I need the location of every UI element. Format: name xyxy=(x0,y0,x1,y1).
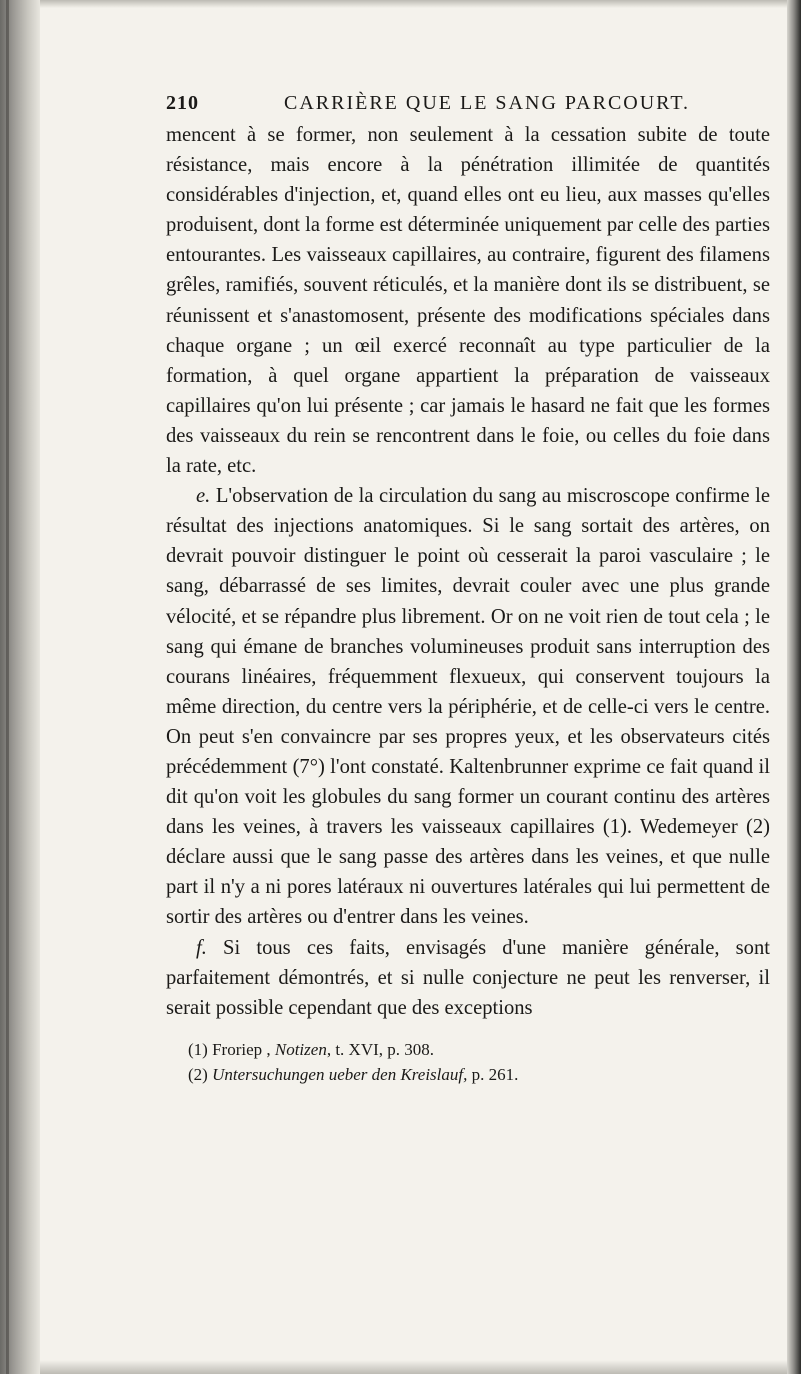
footnote-1-author: Froriep , xyxy=(212,1039,271,1059)
footnote-2-rest: p. 261. xyxy=(467,1064,519,1084)
footnote-2-title: Untersuchungen ueber den Kreislauf, xyxy=(212,1064,468,1084)
paragraph-e xyxy=(166,481,770,932)
footnote-2 xyxy=(166,1062,770,1087)
running-title: CARRIÈRE QUE LE SANG PARCOURT. xyxy=(284,92,691,114)
footnote-1 xyxy=(166,1037,770,1062)
paragraph-marker-f: f. xyxy=(196,936,207,959)
paragraph-f-text: Si tous ces faits, envisagés d'une manière générale, sont parfaitement démontrés, et si nulle conjecture ne peut les renverser, il serait possible cependant que des exceptions xyxy=(166,936,770,1019)
paragraph-e-text: L'observation de la circulation du sang au miscroscope confirme le résultat des injections anatomiques. Si le sang sortait des artères, on devrait pouvoir distinguer le point où cesserait la paroi vasculaire ; le sang, débarrassé de ses limites, devrait couler avec une plus grande vélocité, et se répandre plus librement. Or on ne voit rien de tout cela ; le sang qui émane de branches volumineuses produit sans interruption des courans linéaires, fréquemment flexueux, qui conservent toujours la même direction, du centre vers la périphérie, et de celle-ci vers le centre. On peut s'en convaincre par ses propres yeux, et les observateurs cités précédemment (7°) l'ont constaté. Kaltenbrunner exprime ce fait quand il dit qu'on voit les globules du sang former un courant continu des artères dans les veines, à travers les vaisseaux capillaires (1). Wedemeyer (2) déclare aussi que le sang passe des artères dans les veines, et que nulle part il n'y a ni pores latéraux ni ouvertures latérales qui lui permettent de sortir des artères ou d'entrer dans les veines. xyxy=(166,485,770,929)
footnotes xyxy=(166,1037,770,1087)
page-top-edge xyxy=(40,0,787,8)
body-text xyxy=(166,120,770,1023)
footnote-2-number: (2) xyxy=(188,1064,208,1084)
footnote-1-number: (1) xyxy=(188,1039,208,1059)
book-binding-shadow xyxy=(0,0,40,1374)
page-number: 210 xyxy=(166,92,199,114)
paragraph-marker-e: e. xyxy=(196,485,211,508)
paragraph-continuation: mencent à se former, non seulement à la cessation subite de toute résistance, mais encore à la pénétration illimitée de quantités considérables d'injection, et, quand elles ont eu lieu, aux masses qu'elles produisent, dont la forme est déterminée uniquement par celle des parties entourantes. Les vaisseaux capillaires, au contraire, figurent des filamens grêles, ramifiés, souvent réticulés, et la manière dont ils se distribuent, se réunissent et s'anastomosent, présente des modifications spéciales dans chaque organe ; un œil exercé reconnaît au type particulier de la formation, à quel organe appartient la préparation de vaisseaux capillaires qu'on lui présente ; car jamais le hasard ne fait que les formes des vaisseaux du rein se rencontrent dans le foie, ou celles du foie dans la rate, etc. xyxy=(166,124,770,478)
footnote-1-rest: , t. XVI, p. 308. xyxy=(326,1039,435,1059)
page-bottom-edge xyxy=(40,1360,787,1374)
book-page xyxy=(166,92,770,1087)
running-head xyxy=(166,92,770,120)
footnote-1-title: Notizen xyxy=(274,1039,327,1059)
page-right-edge xyxy=(787,0,801,1374)
paragraph-f xyxy=(166,933,770,1023)
